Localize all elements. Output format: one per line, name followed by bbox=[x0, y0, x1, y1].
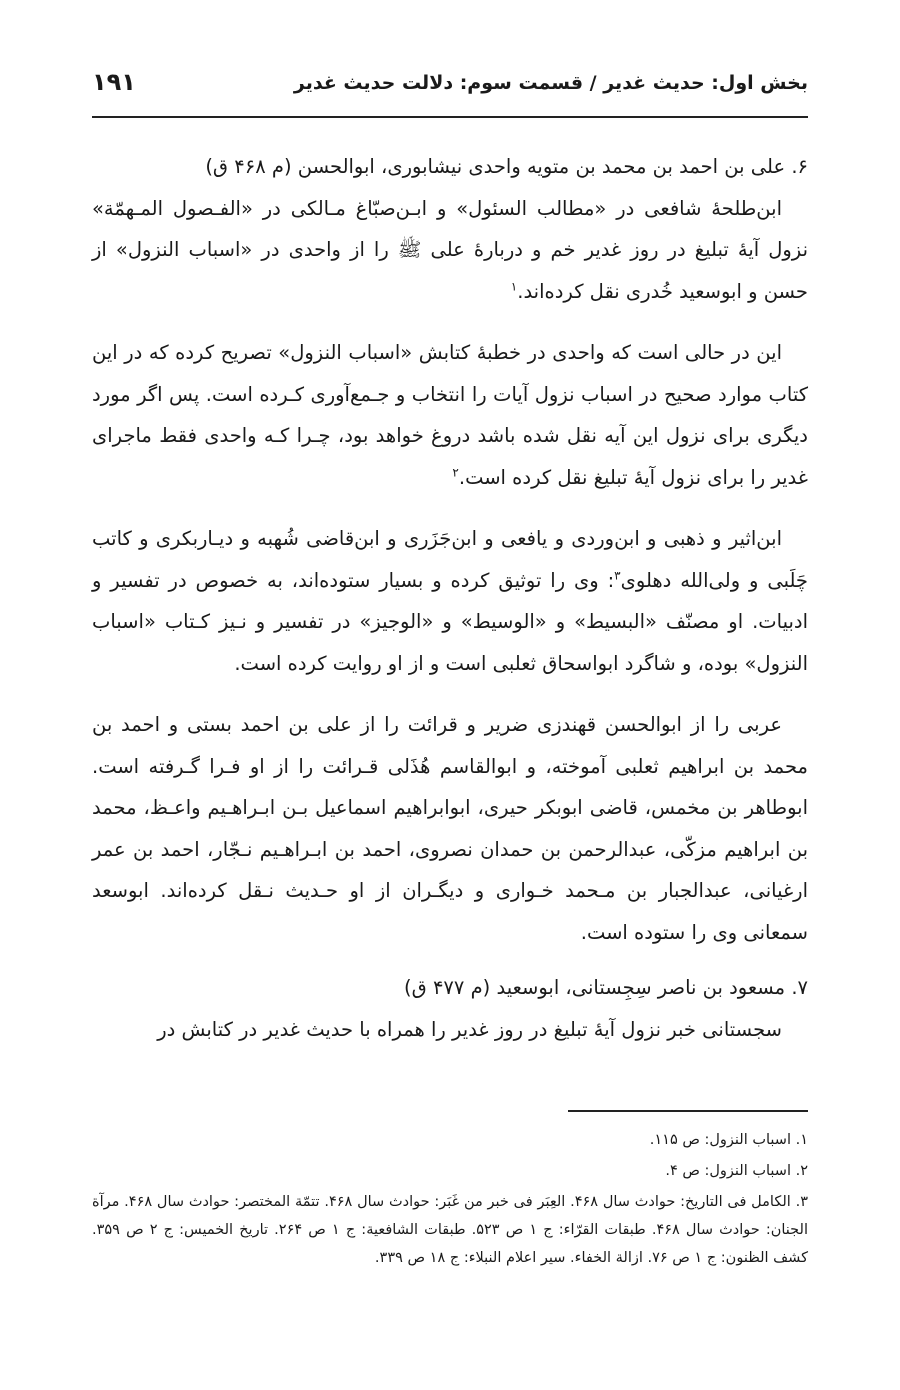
footnote-ref: ۲ bbox=[452, 465, 459, 479]
paragraph bbox=[92, 188, 808, 313]
footnote-2: ۲. اسباب النزول: ص ۴. bbox=[665, 1163, 808, 1179]
paragraph-text: : وی را توثیق کرده و بسیار ستوده‌اند، به خصوص در تفسیر و ادبیات. او مصنّف «البسیط» و «الوسیط» و «الوجیز» در تفسیر و نـیز کـتاب «اسباب النزول» بوده، و شاگرد ابواسحاق ثعلبی است و از او روایت کرده است. bbox=[92, 568, 808, 675]
running-head: بخش اول: حدیث غدیر / قسمت سوم: دلالت حدیث غدیر bbox=[293, 72, 808, 94]
book-page bbox=[92, 58, 808, 1266]
footnote-ref: ۱ bbox=[510, 279, 518, 293]
paragraph bbox=[92, 518, 808, 684]
footnote-ref: ۳ bbox=[614, 568, 621, 582]
paragraph bbox=[92, 332, 808, 498]
entry-heading-6: ۶. علی بن احمد بن محمد بن متویه واحدی نیشابوری، ابوالحسن (م ۴۶۸ ق) bbox=[205, 155, 808, 178]
paragraph-text: ابن‌اثیر و ذهبی و ابن‌وردی و یافعی و ابن‌جَزَری و ابن‌قاضی شُهبه و دیـاربکری و کاتب چَلَبی و ولی‌الله دهلوی bbox=[92, 527, 808, 592]
header-rule bbox=[92, 116, 808, 118]
page-header bbox=[92, 58, 808, 116]
paragraph: سجستانی خبر نزول آیهٔ تبلیغ در روز غدیر را همراه با حدیث غدیر در کتابش در bbox=[157, 1017, 782, 1041]
page-number: ۱۹۱ bbox=[92, 68, 136, 96]
footnote-1: ۱. اسباب النزول: ص ۱۱۵. bbox=[649, 1132, 808, 1148]
entry-heading-7: ۷. مسعود بن ناصر سِجِستانی، ابوسعید (م ۴۷۷ ق) bbox=[404, 976, 808, 999]
paragraph: عربی را از ابوالحسن قهندزی ضریر و قرائت را از علی بن احمد بستی و احمد بن محمد بن ابراهیم ثعلبی آموخته، و ابوالقاسم هُذَلی قـرائت را از او فـرا گـرفته است. ابوطاهر بن مخمس، قاضی ابوبکر حیری، ابوابراهیم اسماعیل بـن ابـراهـیم واعـظ، محمد بن ابراهیم مزکّی، عبدالرحمن بن حمدان نصروی، احمد بن ابـراهـیم نـجّار، احمد بن عمر ارغیانی، عبدالجبار بن مـحمد خـواری و دیگـران از او حـدیث نـقل کرده‌اند. ابوسعد سمعانی وی را ستوده است. bbox=[92, 713, 808, 944]
paragraph-text: ابن‌طلحهٔ شافعی در «مطالب السئول» و ابـن‌صبّاغ مـالکی در «الفـصول المـهمّة» نزول آیهٔ تبلیغ در روز غدیر خم و دربارهٔ علی ﷺ را از واحدی در «اسباب النزول» از حسن و ابوسعید خُدری نقل کرده‌اند. bbox=[92, 196, 808, 303]
footnotes bbox=[92, 1126, 808, 1275]
footnote-3: ۳. الکامل فی التاریخ: حوادث سال ۴۶۸. العِبَر فی خبر من غَبَر: حوادث سال ۴۶۸. تتمّة المختصر: حوادث سال ۴۶۸. مرآة الجنان: حوادث سال ۴۶۸. طبقات القرّاء: ج ۱ ص ۵۲۳. طبقات الشافعیة: ج ۱ ص ۲۶۴. تاریخ الخمیس: ج ۲ ص ۳۵۹. کشف الظنون: ج ۱ ص ۷۶. ازالة الخفاء. سیر اعلام النبلاء: ج ۱۸ ص ۳۳۹. bbox=[92, 1194, 808, 1266]
main-text bbox=[92, 146, 808, 1050]
paragraph-text: این در حالی است که واحدی در خطبهٔ کتابش «اسباب النزول» تصریح کرده که در این کتاب موارد صحیح در اسباب نزول آیات را انتخاب و جـمع‌آوری کـرده است. پس اگر مورد دیگری برای نزول این آیه نقل شده باشد دروغ خواهد بود، چـرا کـه واحدی فقط ماجرای غدیر را برای نزول آیهٔ تبلیغ نقل کرده است. bbox=[92, 341, 808, 489]
footnote-rule bbox=[568, 1110, 808, 1112]
